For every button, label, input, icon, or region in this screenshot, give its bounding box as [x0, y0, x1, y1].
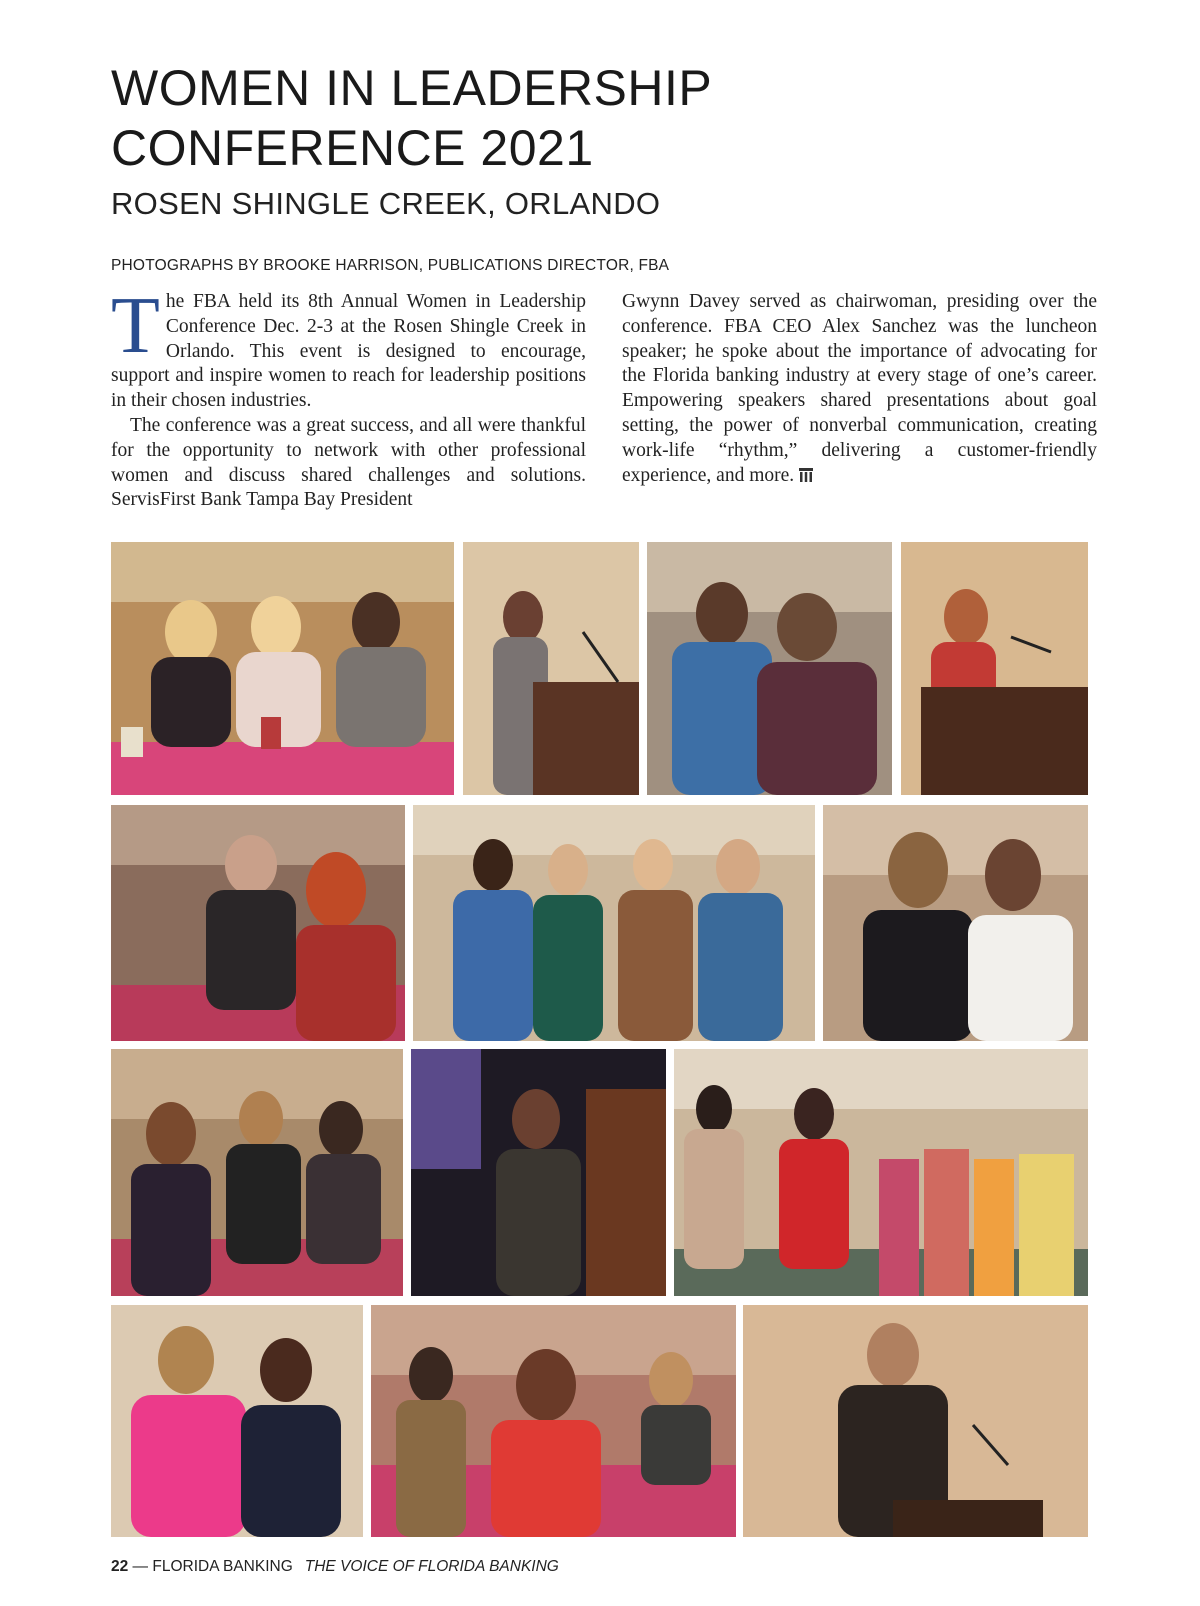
body-column-right: [622, 290, 1097, 488]
photo-two-women-smiling: [647, 542, 892, 795]
publication-name: — FLORIDA BANKING: [128, 1558, 293, 1575]
page-footer: [111, 1558, 559, 1576]
body-column-left: [111, 282, 586, 513]
photo-male-speaker-podium: [743, 1305, 1088, 1537]
photo-speaker-at-podium-houndstooth: [463, 542, 639, 795]
article-subtitle: ROSEN SHINGLE CREEK, ORLANDO: [111, 186, 661, 221]
photo-audience-man-and-redhead: [111, 805, 405, 1041]
photo-four-women-group: [413, 805, 815, 1041]
paragraph-1-text: he FBA held its 8th Annual Women in Leadership Conference Dec. 2-3 at the Rosen Shingle Creek in Orlando. This event is designed to encourage, support and inspire women to reach for leadership positions in their chosen industries.: [111, 291, 586, 412]
paragraph-1: [111, 282, 586, 414]
photo-table-discussion: [371, 1305, 736, 1537]
photo-speaker-at-podium-red-jacket: [901, 542, 1088, 795]
paragraph-2: The conference was a great success, and all were thankful for the opportunity to network with other professional women and discuss shared challenges and solutions. ServisFirst Bank Tampa Bay President: [111, 414, 586, 511]
drop-cap: T: [111, 282, 160, 370]
paragraph-3: [622, 290, 1097, 488]
title-line-1: WOMEN IN LEADERSHIP: [111, 60, 713, 116]
paragraph-3-text: Gwynn Davey served as chairwoman, presiding over the conference. FBA CEO Alex Sanchez was the luncheon speaker; he spoke about the importance of advocating for the Florida banking industry at every stage of one’s career. Empowering speakers shared presentations about goal setting, the power of nonverbal communication, creating work-life “rhythm,” delivering a customer-friendly experience, and more.: [622, 291, 1097, 486]
photo-women-seated-listening: [111, 1049, 403, 1296]
photo-credit: PHOTOGRAPHS BY BROOKE HARRISON, PUBLICATIONS DIRECTOR, FBA: [111, 257, 670, 274]
page-number: 22: [111, 1558, 129, 1575]
photo-vendor-scarves-display: [674, 1049, 1088, 1296]
photo-three-women-at-table: [111, 542, 454, 795]
title-line-2: CONFERENCE 2021: [111, 120, 594, 176]
article-title: [111, 58, 712, 178]
photo-speaker-on-stage: [411, 1049, 666, 1296]
publication-tagline: THE VOICE OF FLORIDA BANKING: [304, 1558, 559, 1575]
fba-column-end-icon: [798, 467, 814, 483]
photo-two-women-pink-jacket: [111, 1305, 363, 1537]
photo-two-women-pose: [823, 805, 1088, 1041]
